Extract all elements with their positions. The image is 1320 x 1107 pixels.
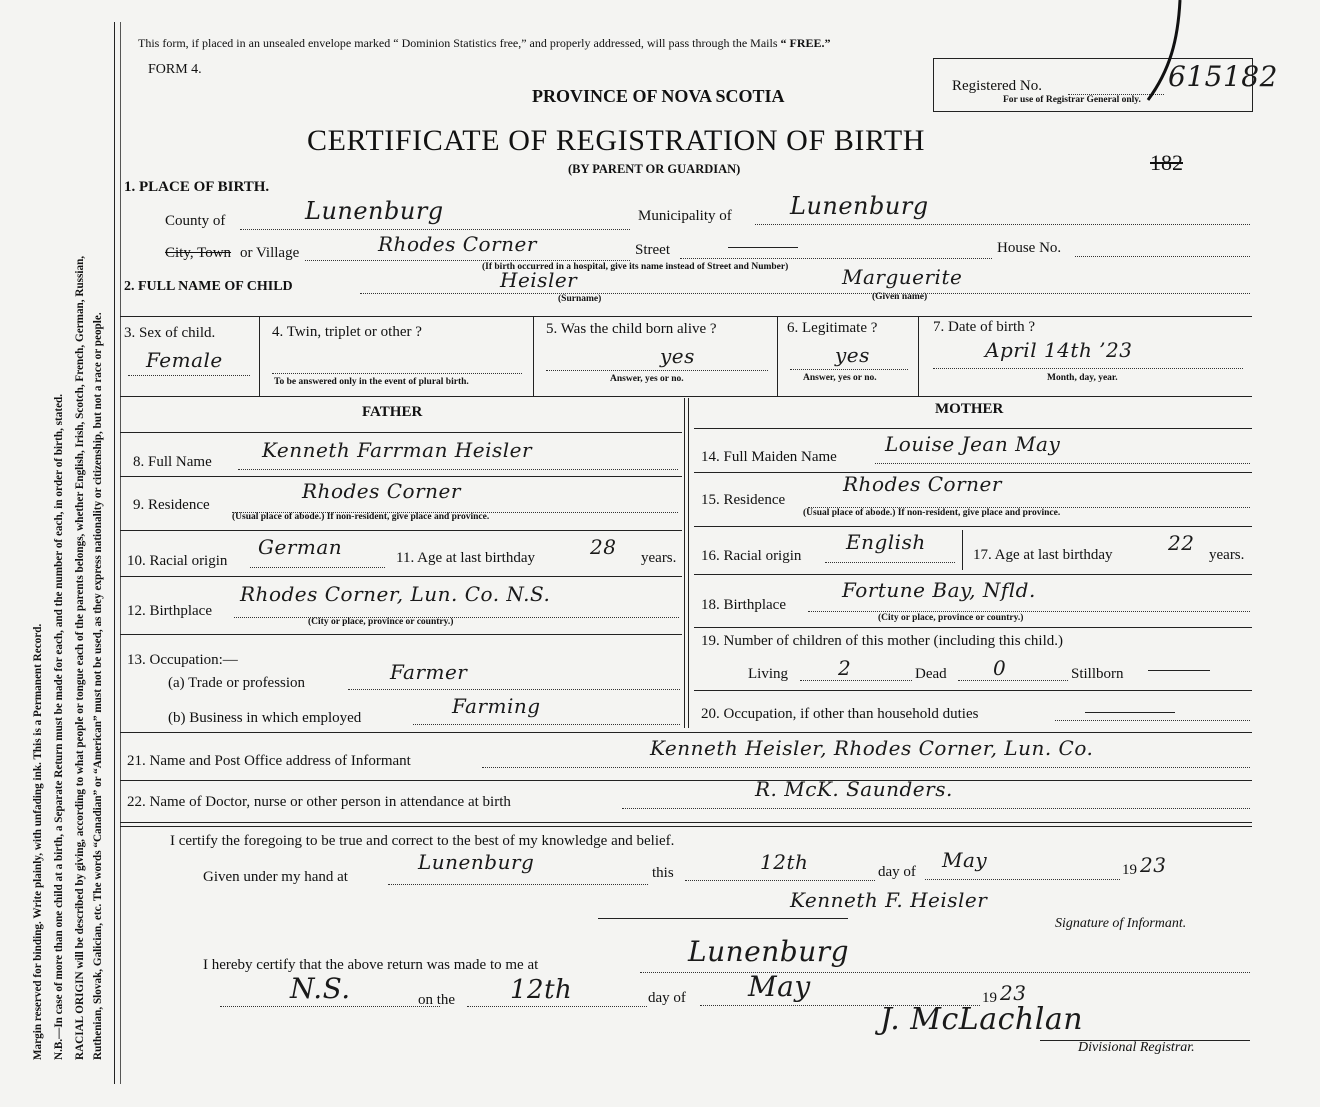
county-value: Lunenburg [305, 197, 444, 225]
dob-value: April 14th ’23 [985, 338, 1133, 362]
registrar-signature-caption: Divisional Registrar. [1078, 1040, 1195, 1055]
margin-rule [114, 22, 115, 1084]
house-label: House No. [997, 240, 1062, 256]
father-residence-caption: (Usual place of abode.) If non-resident, give place and province. [232, 512, 490, 522]
registrar-month-value: May [748, 970, 811, 1003]
doctor-label: 22. Name of Doctor, nurse or other person in attendance at birth [127, 794, 511, 810]
mother-racial-value: English [846, 530, 926, 554]
registrar-year-value: 23 [1000, 981, 1027, 1005]
stillborn-label: Stillborn [1071, 666, 1124, 682]
mother-birthplace-caption: (City or place, province or country.) [878, 613, 1024, 623]
father-age-unit: years. [641, 550, 677, 566]
mother-birthplace-label: 18. Birthplace [701, 597, 786, 613]
certificate-subtitle: (BY PARENT OR GUARDIAN) [568, 162, 741, 176]
father-name-value: Kenneth Farrman Heisler [262, 438, 533, 462]
alive-value: yes [660, 344, 695, 368]
father-age-value: 28 [590, 535, 617, 559]
father-racial-value: German [258, 535, 343, 559]
margin-note-binding: Margin reserved for binding. Write plainly, with unfading ink. This is a Permanent Record. [32, 623, 44, 1060]
mother-birthplace-value: Fortune Bay, Nfld. [842, 578, 1036, 602]
mother-residence-value: Rhodes Corner [843, 472, 1002, 496]
alive-label: 5. Was the child born alive ? [546, 321, 717, 337]
father-age-label: 11. Age at last birthday [396, 550, 535, 566]
municipality-label: Municipality of [638, 208, 732, 224]
father-birthplace-label: 12. Birthplace [127, 603, 212, 619]
twin-note: To be answered only in the event of plural birth. [274, 377, 469, 387]
postal-note: This form, if placed in an unsealed envelope marked “ Dominion Statistics free,” and properly addressed, will pass through the Mails “ FREE.” [138, 36, 831, 50]
given-caption: (Given name) [872, 292, 928, 302]
sex-value: Female [146, 348, 223, 372]
stillborn-dash [1148, 670, 1210, 671]
registered-number-value: 615182 [1168, 60, 1278, 93]
living-label: Living [748, 666, 788, 682]
registrar-day-of-label: day of [648, 990, 686, 1006]
given-year-value: 23 [1140, 853, 1167, 877]
registrar-place-value: Lunenburg [688, 935, 850, 968]
mother-name-value: Louise Jean May [885, 432, 1061, 456]
village-value: Rhodes Corner [378, 232, 537, 256]
father-racial-label: 10. Racial origin [127, 553, 228, 569]
year-prefix: 182 [1150, 150, 1183, 175]
legitimate-value: yes [835, 343, 870, 367]
certificate-title: CERTIFICATE OF REGISTRATION OF BIRTH [307, 124, 926, 157]
given-under-label: Given under my hand at [203, 869, 348, 885]
mother-age-unit: years. [1209, 547, 1245, 563]
father-business-label: (b) Business in which employed [168, 710, 362, 726]
dead-label: Dead [915, 666, 947, 682]
on-the-label: on the [418, 992, 456, 1008]
sex-label: 3. Sex of child. [124, 325, 216, 341]
legitimate-label: 6. Legitimate ? [787, 320, 878, 336]
village-label: or Village [240, 245, 300, 261]
form-number: FORM 4. [148, 62, 202, 77]
city-town-label: City, Town [165, 245, 232, 261]
father-name-label: 8. Full Name [133, 454, 212, 470]
pen-stroke-mark [1120, 0, 1200, 120]
registrar-province-value: N.S. [290, 972, 351, 1005]
day-of-label: day of [878, 864, 916, 880]
certify-statement: I certify the foregoing to be true and correct to the best of my knowledge and belief. [170, 833, 675, 849]
father-business-value: Farming [452, 694, 541, 718]
given-year-prefix: 19 [1122, 862, 1137, 878]
mother-residence-label: 15. Residence [701, 492, 786, 508]
mother-heading: MOTHER [935, 401, 1004, 417]
hospital-note: (If birth occurred in a hospital, give its name instead of Street and Number) [482, 262, 789, 272]
occupation-dash [1085, 712, 1175, 713]
this-label: this [652, 865, 674, 881]
registrar-statement: I hereby certify that the above return was made to me at [203, 957, 539, 973]
given-place-value: Lunenburg [418, 850, 535, 874]
mother-residence-caption: (Usual place of abode.) If non-resident, give place and province. [803, 508, 1061, 518]
place-of-birth-label: 1. PLACE OF BIRTH. [124, 179, 270, 195]
registered-label: Registered No. [952, 78, 1042, 94]
dead-value: 0 [993, 656, 1007, 680]
alive-caption: Answer, yes or no. [610, 374, 684, 384]
street-dash [728, 247, 798, 248]
father-trade-label: (a) Trade or profession [168, 675, 306, 691]
living-value: 2 [838, 656, 852, 680]
street-label: Street [635, 242, 670, 258]
child-surname-value: Heisler [500, 268, 578, 292]
dob-caption: Month, day, year. [1047, 373, 1118, 383]
father-residence-label: 9. Residence [133, 497, 210, 513]
given-day-value: 12th [760, 850, 809, 874]
father-occupation-label: 13. Occupation:— [127, 652, 238, 668]
father-trade-value: Farmer [390, 660, 468, 684]
margin-note-nb: N.B.—In case of more than one child at a birth, a Separate Return must be made for each, and the number of each, in order of birth, stated. [53, 393, 65, 1060]
twin-label: 4. Twin, triplet or other ? [272, 324, 422, 340]
dob-label: 7. Date of birth ? [933, 319, 1036, 335]
province-heading: PROVINCE OF NOVA SCOTIA [532, 86, 785, 106]
municipality-value: Lunenburg [790, 192, 929, 220]
registrar-use-note: For use of Registrar General only. [1003, 95, 1141, 105]
mother-age-value: 22 [1168, 531, 1195, 555]
father-birthplace-caption: (City or place, province or country.) [308, 617, 454, 627]
child-given-value: Marguerite [842, 265, 963, 289]
mother-racial-label: 16. Racial origin [701, 548, 802, 564]
father-heading: FATHER [362, 404, 423, 420]
mother-occupation-label: 20. Occupation, if other than household duties [701, 706, 979, 722]
child-name-label: 2. FULL NAME OF CHILD [124, 279, 293, 294]
registrar-signature: J. McLachlan [880, 1002, 1084, 1037]
county-label: County of [165, 213, 226, 229]
margin-note-racial-1: RACIAL ORIGIN will be described by giving, according to what people or tongue each of the parents belongs, whether English, Irish, Scotch, French, German, Russian, [74, 255, 86, 1060]
doctor-value: R. McK. Saunders. [755, 777, 953, 801]
mother-age-label: 17. Age at last birthday [973, 547, 1113, 563]
mother-children-label: 19. Number of children of this mother (including this child.) [701, 633, 1064, 649]
informant-label: 21. Name and Post Office address of Informant [127, 753, 411, 769]
margin-rule-2 [120, 22, 121, 1084]
mother-name-label: 14. Full Maiden Name [701, 449, 837, 465]
given-month-value: May [942, 848, 988, 872]
informant-signature: Kenneth F. Heisler [790, 888, 988, 912]
father-residence-value: Rhodes Corner [302, 479, 461, 503]
legitimate-caption: Answer, yes or no. [803, 373, 877, 383]
informant-signature-caption: Signature of Informant. [1055, 916, 1187, 931]
registrar-day-value: 12th [510, 975, 573, 1005]
registrar-year-prefix: 19 [982, 990, 997, 1006]
surname-caption: (Surname) [558, 294, 602, 304]
father-birthplace-value: Rhodes Corner, Lun. Co. N.S. [240, 582, 551, 606]
margin-note-racial-2: Ruthenian, Slovak, Galician, etc. The words “Canadian” or “American” must not be used, as they express nationality or citizenship, but not a race or people. [92, 312, 104, 1060]
informant-value: Kenneth Heisler, Rhodes Corner, Lun. Co. [650, 736, 1094, 760]
